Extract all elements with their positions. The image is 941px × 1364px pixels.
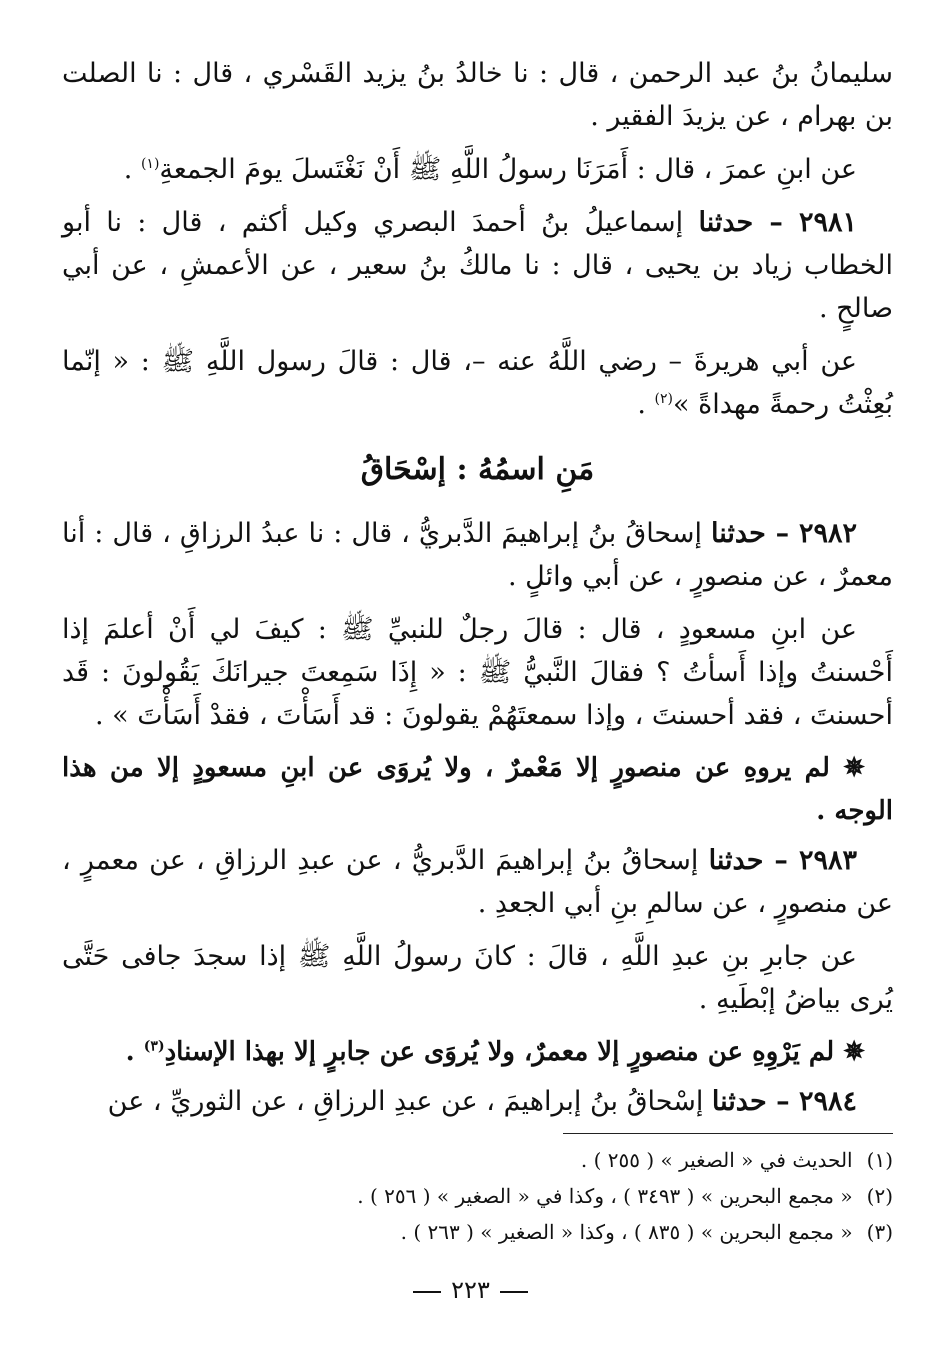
footnotes — [62, 1142, 893, 1250]
dash-left — [500, 1291, 528, 1293]
footnote-3: (٣)« مجمع البحرين » ( ٨٣٥ ) ، وكذا « الصغير » ( ٢٦٣ ) . — [400, 1220, 893, 1244]
section-title: مَنِ اسمُهُ : إسْحَاقُ — [360, 452, 595, 487]
dash-right — [413, 1291, 441, 1293]
footnote-1: (١)الحديث في « الصغير » ( ٢٥٥ ) . — [580, 1148, 893, 1172]
footnote-separator — [563, 1133, 893, 1134]
hadith-2981: ٢٩٨١ – حدثنا إسماعيلُ بنُ أحمدَ البصري وكيل أكثم ، قال : نا أبو الخطاب زياد بن يحيى ، قال : نا مالكُ بنُ سعير ، عن الأعمشِ ، عن أبي صالحٍ . — [62, 207, 893, 324]
commentary-note-2: ✵ لم يَرْوِهِ عن منصورٍ إلا معمرٌ، ولا يُروَى عن جابرٍ إلا بهذا الإسنادِ$^{(٣)}$ . — [125, 1037, 865, 1067]
commentary-note-1: ✵ لم يروهِ عن منصورٍ إلا مَعْمرٌ ، ولا يُروَى عن ابنِ مسعودٍ إلا من هذا الوجه . — [62, 753, 893, 826]
hadith-number: ٢٩٨١ – حدثنا — [698, 207, 857, 238]
hadith-number: ٢٩٨٣ – حدثنا — [708, 845, 857, 876]
page-number: ٢٢٣ — [0, 1276, 941, 1304]
hadith-2984: ٢٩٨٤ – حدثنا إسْحاقُ بنُ إبراهيمَ ، عن عبدِ الرزاقِ ، عن الثوريِّ ، عن — [107, 1086, 857, 1117]
hadith-2983: ٢٩٨٣ – حدثنا إسحاقُ بنُ إبراهيمَ الدَّبريُّ ، عن عبدِ الرزاقِ ، عن معمرٍ ، عن منصورٍ ، عن سالمِ بنِ أبي الجعدِ . — [62, 845, 893, 919]
hadith-2982: ٢٩٨٢ – حدثنا إسحاقُ بنُ إبراهيمَ الدَّبريُّ ، قال : نا عبدُ الرزاقِ ، قال : أنا معمرٌ ، عن منصورٍ ، عن أبي وائلٍ . — [62, 518, 893, 592]
footnote-2: (٢)« مجمع البحرين » ( ٣٤٩٣ ) ، وكذا في « الصغير » ( ٢٥٦ ) . — [357, 1184, 893, 1208]
footnote-ref-1[interactable]: (١) — [140, 156, 160, 172]
paragraph-1: سليمانُ بنُ عبد الرحمن ، قال : نا خالدُ بنُ يزيد القَسْري ، قال : نا الصلت بن بهرام ، عن يزيدَ الفقير . — [62, 58, 893, 132]
paragraph-4: عن أبي هريرةَ – رضي اللَّهُ عنه –، قال : قالَ رسول اللَّهِ ﷺ : « إنّما بُعِثْتُ رحمةً مهداةً »$^{(٢)}$ . — [62, 346, 893, 420]
hadith-number: ٢٩٨٢ – حدثنا — [711, 518, 857, 549]
hadith-number: ٢٩٨٤ – حدثنا — [711, 1086, 857, 1117]
paragraph-2: عن ابنِ عمرَ ، قال : أَمَرَنَا رسولُ اللَّهِ ﷺ أَنْ نَغْتَسلَ يومَ الجمعةِ$^{(١)}$ . — [123, 154, 857, 185]
paragraph-6: عن ابنِ مسعودٍ ، قال : قالَ رجلٌ للنبيِّ ﷺ : كيفَ لي أَنْ أعلمَ إذا أَحْسنتُ وإذا أَسأتُ ؟ فقالَ النَّبيُّ ﷺ : « إِذَا سَمِعتَ جيرانَكَ يَقُولونَ : قَد أحسنتَ ، فقد أحسنتَ ، وإذا سمعتَهُمْ يقولونَ : قد أَسَأْتَ ، فقدْ أَسَأْتَ » . — [62, 614, 893, 731]
paragraph-8: عن جابرِ بنِ عبدِ اللَّهِ ، قالَ : كانَ رسولُ اللَّهِ ﷺ إذا سجدَ جافى حَتَّى يُرى بياضُ إبْطَيهِ . — [62, 941, 893, 1015]
footnote-ref-3[interactable]: (٣) — [143, 1038, 165, 1055]
footnote-ref-2[interactable]: (٢) — [654, 391, 673, 407]
